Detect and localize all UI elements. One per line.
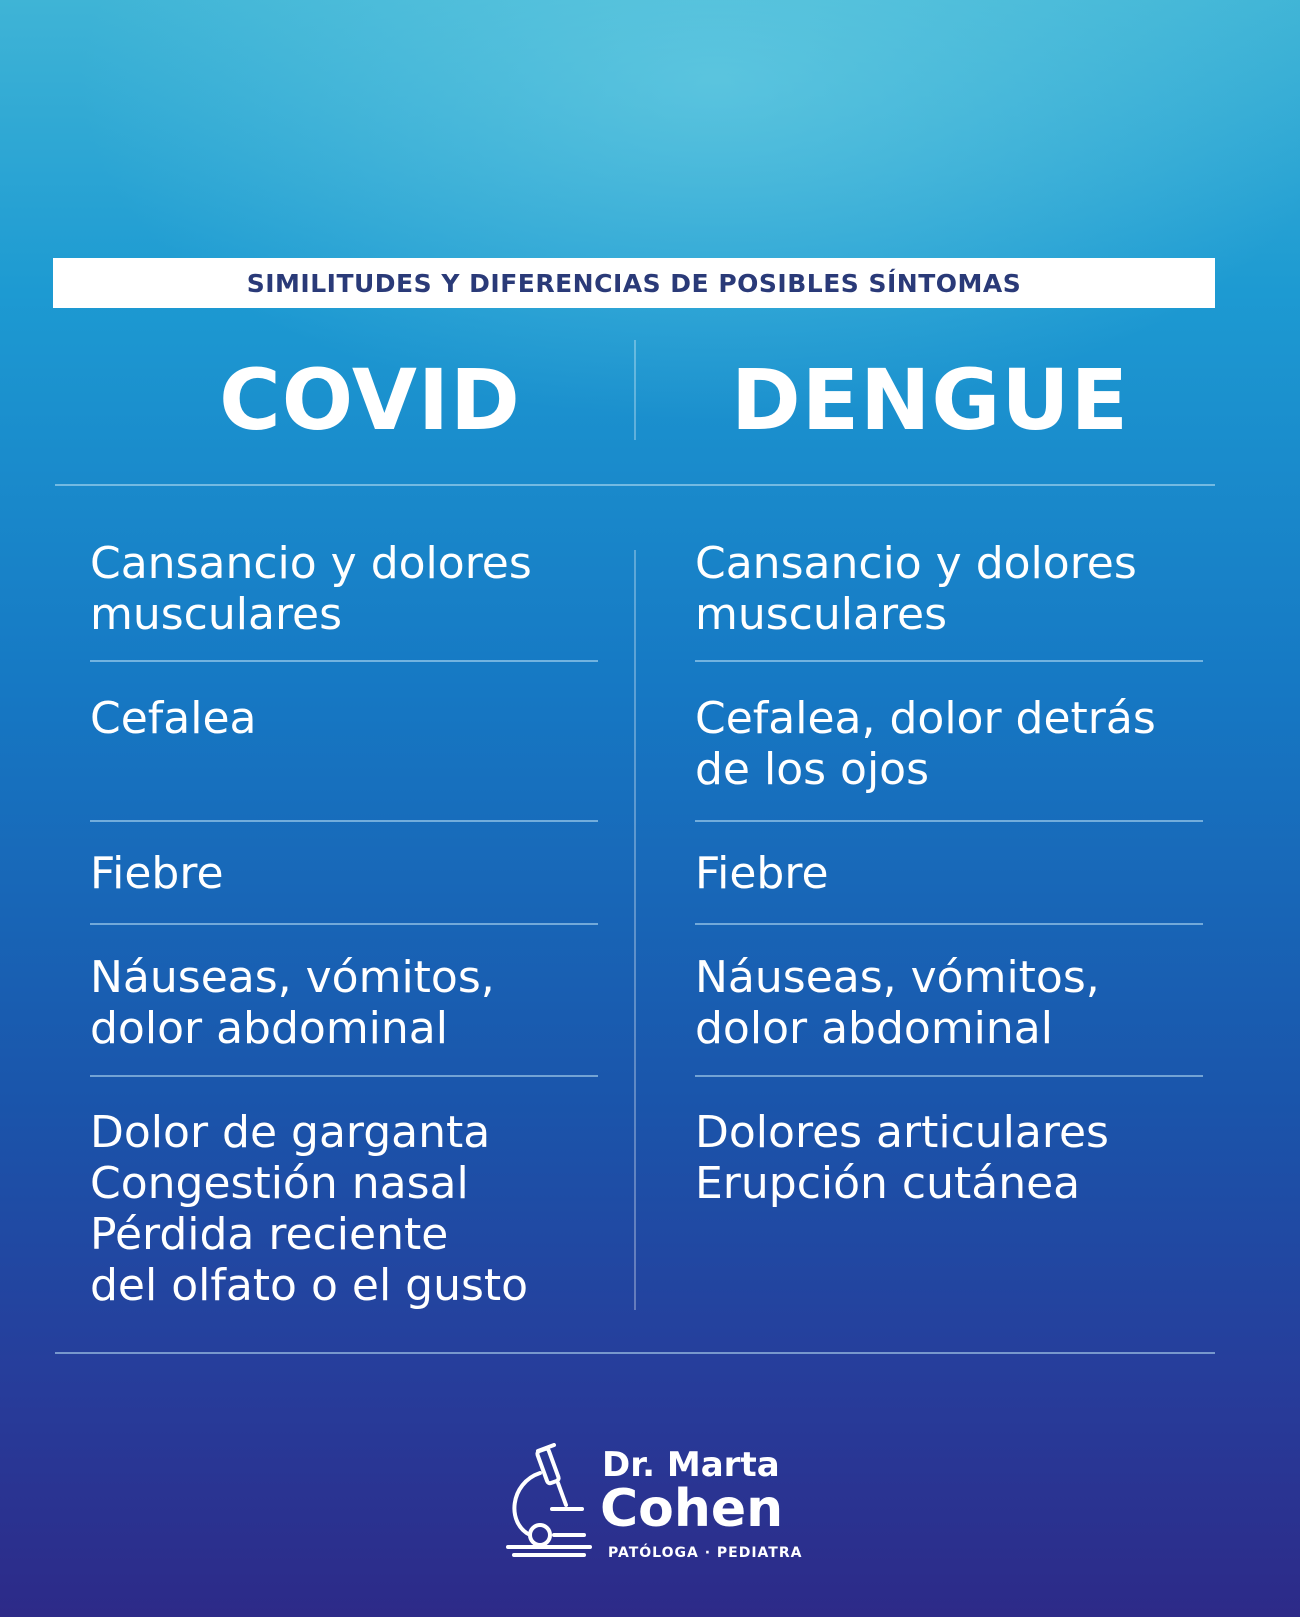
subtitle-text: SIMILITUDES Y DIFERENCIAS DE POSIBLES SÍNTOMAS <box>246 268 1022 298</box>
covid-heading: COVID <box>219 351 521 449</box>
dengue-symptom-1: Cansancio y dolores musculares <box>695 538 1137 640</box>
covid-symptom-2: Cefalea <box>90 693 257 744</box>
logo-specialty: PATÓLOGA · PEDIATRA <box>608 1545 803 1561</box>
logo-name-line1: Dr. Marta <box>602 1445 780 1485</box>
covid-row-divider-1 <box>90 660 598 662</box>
covid-symptom-4: Náuseas, vómitos, dolor abdominal <box>90 952 495 1054</box>
dengue-symptom-2: Cefalea, dolor detrás de los ojos <box>695 693 1156 795</box>
logo-name-line2: Cohen <box>600 1479 784 1539</box>
header-bottom-rule <box>55 484 1215 486</box>
dengue-symptom-3: Fiebre <box>695 848 829 899</box>
dengue-row-divider-2 <box>695 820 1203 822</box>
covid-symptom-3: Fiebre <box>90 848 224 899</box>
subtitle-banner <box>53 258 1215 308</box>
dengue-heading: DENGUE <box>731 351 1129 449</box>
dengue-row-divider-4 <box>695 1075 1203 1077</box>
covid-row-divider-3 <box>90 923 598 925</box>
column-divider <box>634 550 636 1310</box>
covid-row-divider-4 <box>90 1075 598 1077</box>
heading-divider <box>634 340 636 440</box>
dengue-row-divider-3 <box>695 923 1203 925</box>
dengue-symptom-5: Dolores articulares Erupción cutánea <box>695 1107 1109 1209</box>
covid-row-divider-2 <box>90 820 598 822</box>
dr-marta-cohen-logo <box>500 1435 820 1565</box>
covid-symptom-5: Dolor de garganta Congestión nasal Pérdida reciente del olfato o el gusto <box>90 1107 529 1311</box>
dengue-symptom-4: Náuseas, vómitos, dolor abdominal <box>695 952 1100 1054</box>
dengue-row-divider-1 <box>695 660 1203 662</box>
microscope-icon <box>500 1443 596 1563</box>
table-bottom-rule <box>55 1352 1215 1354</box>
covid-symptom-1: Cansancio y dolores musculares <box>90 538 532 640</box>
